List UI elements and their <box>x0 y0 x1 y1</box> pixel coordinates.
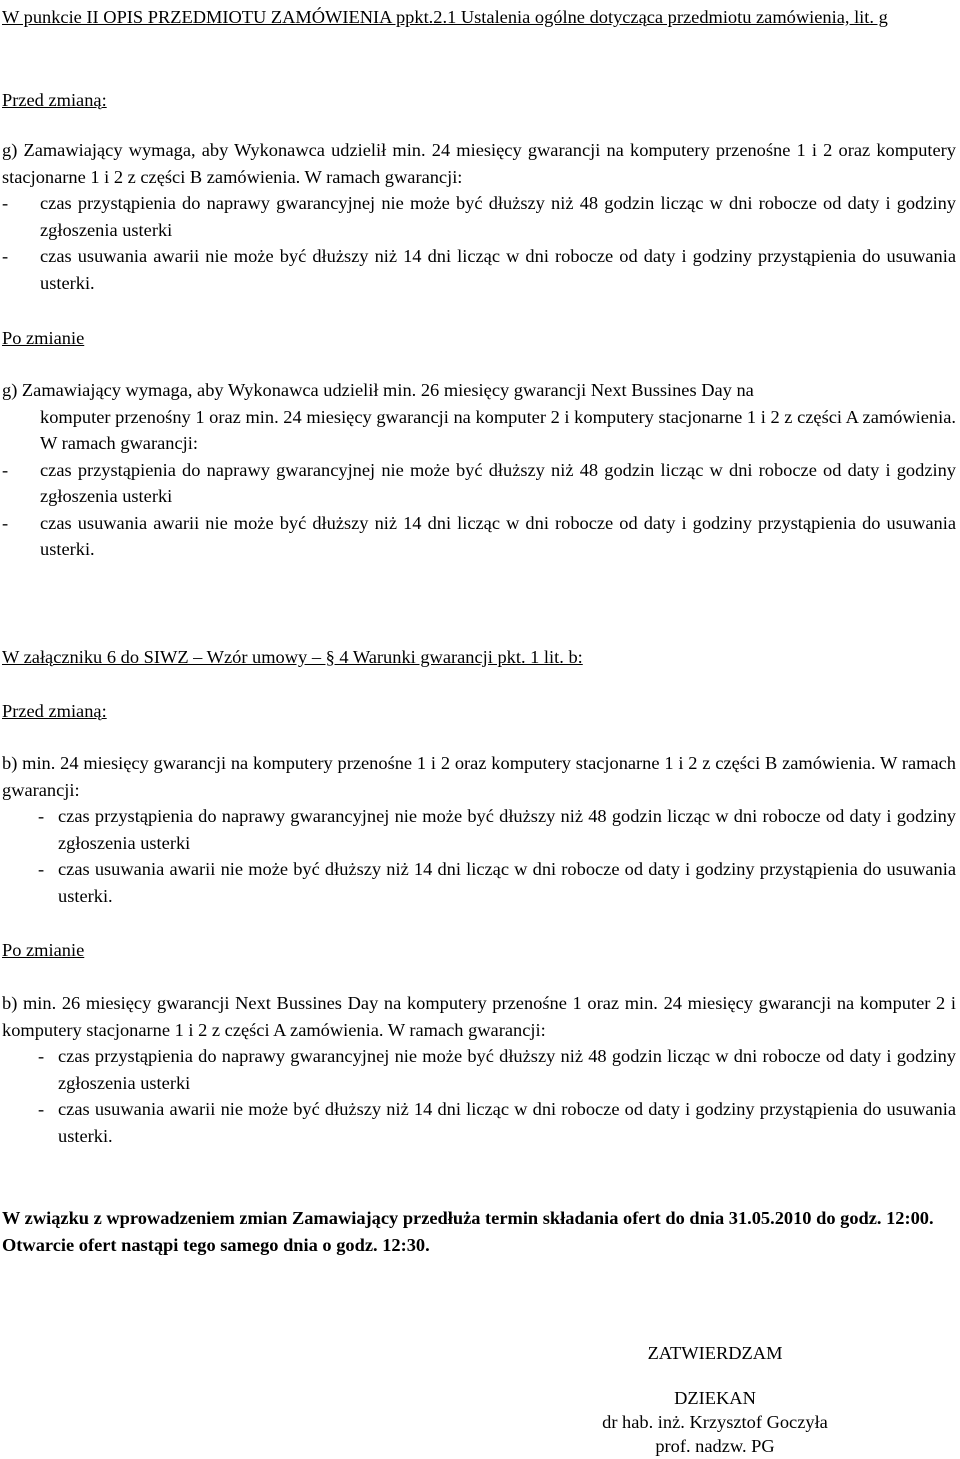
list-dash: - <box>2 512 9 533</box>
item-text: czas przystąpienia do naprawy gwarancyjnej nie może być dłuższy niż 48 godzin licząc w dni robocze od daty i godziny zgłoszenia usterki <box>40 459 956 506</box>
section2-before-item2 <box>2 856 956 909</box>
signature-title: prof. nadzw. PG <box>655 1436 775 1456</box>
item-text: czas usuwania awarii nie może być dłuższy niż 14 dni licząc w dni robocze od daty i godziny przystąpienia do usuwania usterki. <box>58 1099 956 1146</box>
item-text: czas usuwania awarii nie może być dłuższy niż 14 dni licząc w dni robocze od daty i godziny przystąpienia do usuwania usterki. <box>40 246 956 293</box>
signature-block <box>560 1386 870 1458</box>
list-dash: - <box>38 859 45 879</box>
section2-after-block <box>2 990 956 1149</box>
section1-after-label: Po zmianie <box>2 328 85 348</box>
section1-after-intro-first: g) Zamawiający wymaga, aby Wykonawca udzielił min. 26 miesięcy gwarancji Next Bussines Day na <box>2 380 754 400</box>
section1-before-block <box>2 137 956 296</box>
section2-after-intro: b) min. 26 miesięcy gwarancji Next Bussines Day na komputery przenośne 1 oraz min. 24 miesięcy gwarancji na komputer 2 i komputery stacjonarne 1 i 2 z części A zamówienia. W ramach gwarancji: <box>2 993 956 1040</box>
deadline-text: W związku z wprowadzeniem zmian Zamawiający przedłuża termin składania ofert do dnia 31.05.2010 do godz. 12:00. <box>2 1208 934 1228</box>
item-text: czas usuwania awarii nie może być dłuższy niż 14 dni licząc w dni robocze od daty i godziny przystąpienia do usuwania usterki. <box>58 859 956 906</box>
section1-before-item1 <box>2 190 956 243</box>
section1-after-item2 <box>2 510 956 563</box>
list-dash: - <box>38 806 45 826</box>
item-text: czas usuwania awarii nie może być dłuższy niż 14 dni licząc w dni robocze od daty i godziny przystąpienia do usuwania usterki. <box>40 512 956 559</box>
list-dash: - <box>38 1046 45 1066</box>
deadline-notice <box>2 1205 956 1258</box>
section1-after-intro-rest: komputer przenośny 1 oraz min. 24 miesięcy gwarancji na komputer 2 i komputery stacjonarne 1 i 2 z części A zamówienia. W ramach gwarancji: <box>40 406 956 453</box>
approval-label: ZATWIERDZAM <box>647 1343 783 1363</box>
section2-before-intro: b) min. 24 miesięcy gwarancji na komputery przenośne 1 i 2 oraz komputery stacjonarne 1 i 2 z części B zamówienia. W ramach gwarancji: <box>2 753 956 800</box>
signature-role: DZIEKAN <box>674 1388 756 1408</box>
section1-before-item2 <box>2 243 956 296</box>
section1-after-item1 <box>2 457 956 510</box>
item-text: czas przystąpienia do naprawy gwarancyjnej nie może być dłuższy niż 48 godzin licząc w dni robocze od daty i godziny zgłoszenia usterki <box>40 193 956 240</box>
section2-heading: W załączniku 6 do SIWZ – Wzór umowy – § 4 Warunki gwarancji pkt. 1 lit. b: <box>2 647 583 667</box>
section1-before-label: Przed zmianą: <box>2 90 107 110</box>
item-text: czas przystąpienia do naprawy gwarancyjnej nie może być dłuższy niż 48 godzin licząc w dni robocze od daty i godziny zgłoszenia usterki <box>58 806 956 853</box>
section1-heading: W punkcie II OPIS PRZEDMIOTU ZAMÓWIENIA ppkt.2.1 Ustalenia ogólne dotycząca przedmiotu zamówienia, lit. g <box>2 7 888 27</box>
list-dash: - <box>38 1099 45 1119</box>
section2-before-block <box>2 750 956 909</box>
section1-after-block <box>2 377 956 563</box>
section2-after-item2 <box>2 1096 956 1149</box>
section1-before-intro: g) Zamawiający wymaga, aby Wykonawca udzielił min. 24 miesięcy gwarancji na komputery przenośne 1 i 2 oraz komputery stacjonarne 1 i 2 z części B zamówienia. W ramach gwarancji: <box>2 140 956 187</box>
item-text: czas przystąpienia do naprawy gwarancyjnej nie może być dłuższy niż 48 godzin licząc w dni robocze od daty i godziny zgłoszenia usterki <box>58 1046 956 1093</box>
section2-before-label: Przed zmianą: <box>2 701 107 721</box>
list-dash: - <box>2 459 9 480</box>
section2-after-item1 <box>2 1043 956 1096</box>
signature-name: dr hab. inż. Krzysztof Goczyła <box>602 1412 828 1432</box>
opening-text: Otwarcie ofert nastąpi tego samego dnia o godz. 12:30. <box>2 1234 430 1255</box>
section2-after-label: Po zmianie <box>2 940 85 960</box>
section2-before-item1 <box>2 803 956 856</box>
list-dash: - <box>2 193 9 213</box>
list-dash: - <box>2 246 9 266</box>
